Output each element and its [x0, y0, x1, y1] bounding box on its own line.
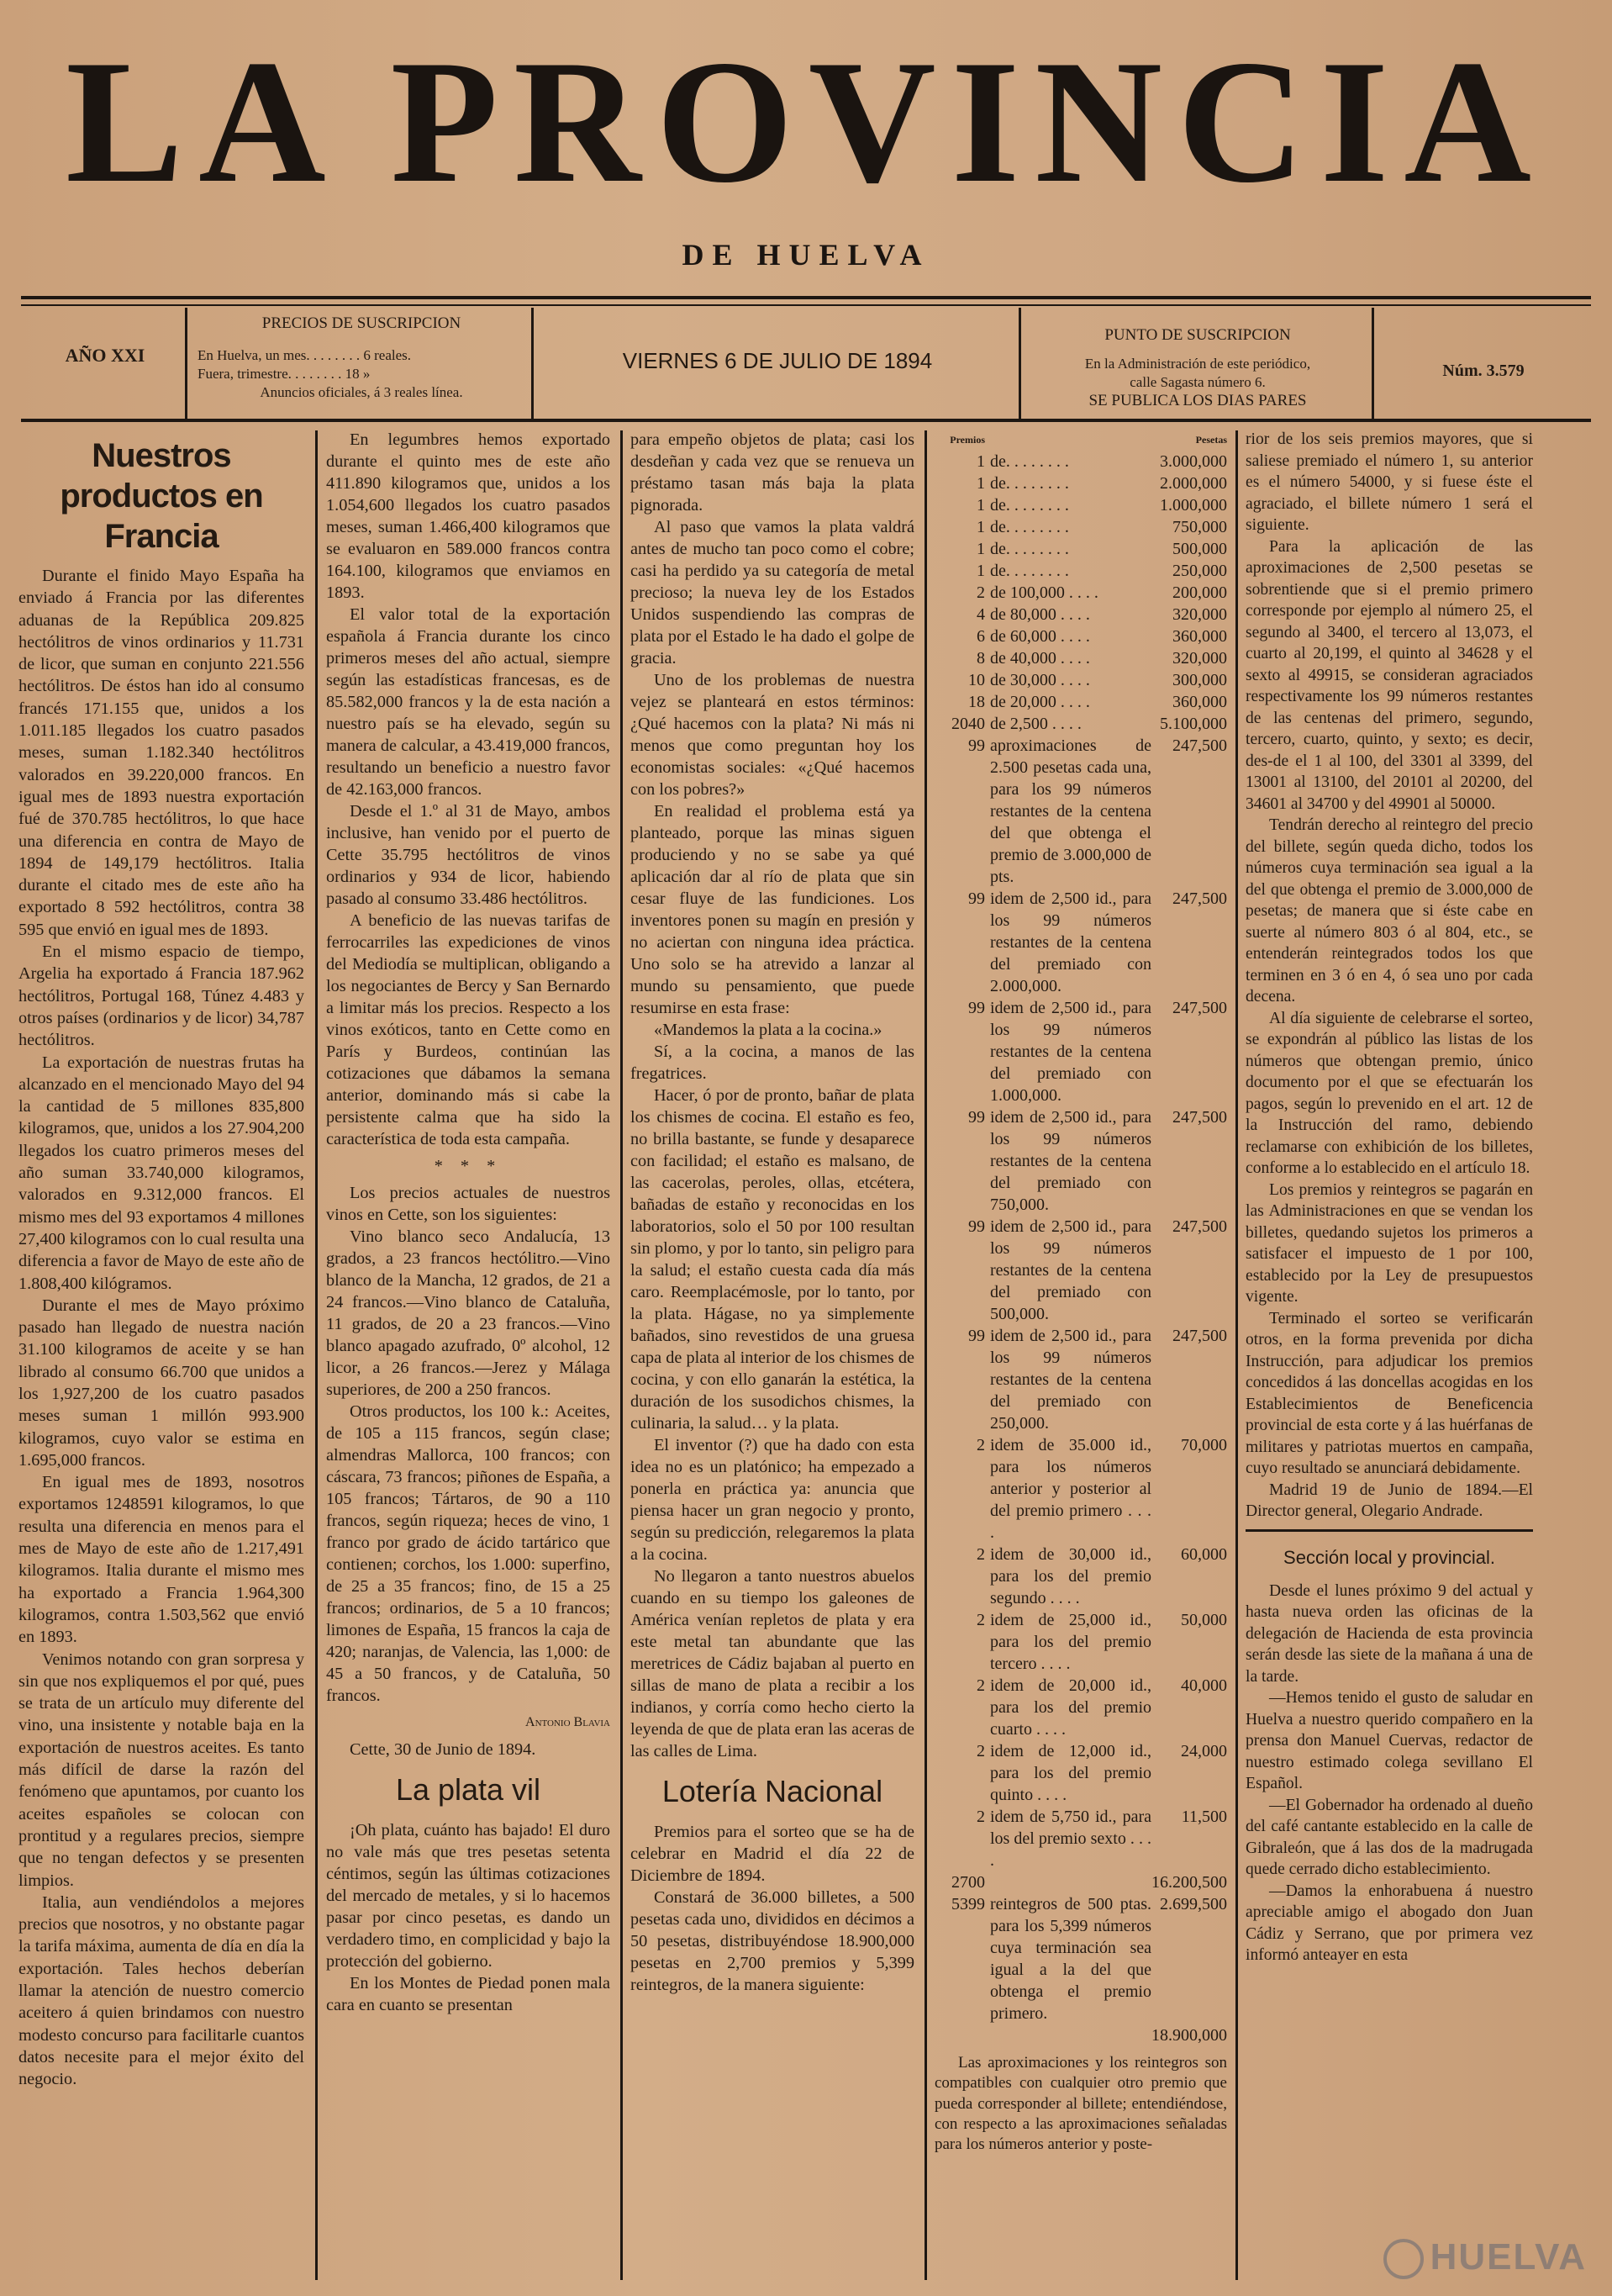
- section-separator: * * *: [434, 1157, 503, 1175]
- prize-description: de. . . . . . . .: [990, 452, 1069, 471]
- paragraph: Para la aplicación de las aproximaciones de 2,500 pesetas se sobrentiende que si el premio primero corresponde por ejemplo al número 25, el segundo al 3400, el tercero al 13,073, el cuarto al 20,199, el quinto al 34628 y el sexto al 49915, se consideran agraciados respectivamente los 99 números restantes de las centenas del primero, segundo, tercero, cuarto, quinto, y sexto; es decir, des-de el 1 al 100, del 3301 al 3399, del 13001 al 13100, del 20101 al 20200, del 34601 al 34700 y del 49901 al 50000.: [1246, 537, 1533, 813]
- prize-description: de 30,000 . . . .: [990, 671, 1090, 689]
- prize-amount: 60,000: [1181, 1545, 1227, 1564]
- prize-count: 2: [977, 1676, 985, 1695]
- table-row: [935, 691, 1227, 713]
- table-row: [935, 647, 1227, 669]
- prize-amount: 250,000: [1172, 562, 1227, 580]
- prize-description: de. . . . . . . .: [990, 540, 1069, 558]
- header-divider: [185, 308, 187, 419]
- subscription-line: En Huelva, un mes. . . . . . . . 6 reales.: [198, 347, 411, 363]
- table-row: [935, 1106, 1227, 1216]
- prize-description: idem de 30,000 id., para los del premio segundo . . . .: [990, 1545, 1151, 1607]
- prize-description: aproximaciones de 2.500 pesetas cada una, para los 99 números restantes de la centena del que obtenga el premio de 3.000,000 de pts.: [990, 736, 1151, 886]
- table-row: [935, 669, 1227, 691]
- prize-count: 1: [977, 452, 985, 471]
- prize-amount: 320,000: [1172, 605, 1227, 624]
- table-row: [935, 582, 1227, 604]
- table-row: [935, 538, 1227, 560]
- paragraph: Tendrán derecho al reintegro del precio del billete, según queda dicho, todos los números cuya terminación sea igual a la del que obtenga el premio de 3.000,000 de pesetas; de manera que si éste cabe en suerte al número 803 ó al 804, etc., se entenderán reintegrados todos los que terminen en 3 ó en 4, ó sea uno por cada decena.: [1246, 816, 1533, 1005]
- prize-count: 2: [977, 1808, 985, 1826]
- paragraph: Terminado el sorteo se verificarán otros, en la forma prevenida por dicha Instrucción, para adjudicar los premios concedidos á las doncellas acogidas en los Establecimientos de Beneficencia provincial de esta corte y á las huérfanas de militares y patriotas muertos en campaña, cuyo resultado se anunciará debidamente.: [1246, 1309, 1533, 1477]
- issue-number: Núm. 3.579: [1442, 362, 1525, 380]
- prize-amount: 200,000: [1172, 583, 1227, 602]
- year-box: [34, 308, 176, 419]
- table-row: [935, 1675, 1227, 1740]
- prize-description: idem de 35.000 id., para los números anterior y posterior al del premio primero . . . .: [990, 1436, 1151, 1542]
- paragraph: El valor total de la exportación española á Francia durante los cinco primeros meses del año actual, siempre según las estadísticas francesas, es de 85.582,000 francos y la de esta nación a nuestro país se ha elevado, según su manera de calcular, a 43.419,000 francos, resultando un beneficio a nuestro favor de 42.163,000 francos.: [326, 605, 610, 799]
- paragraph: Uno de los problemas de nuestra vejez se planteará en estos términos: ¿Qué hacemos con la plata? Ni más ni menos que como preguntan hoy los economistas sociales: «¿Qué hacemos con los pobres?»: [630, 671, 914, 799]
- prize-amount: 247,500: [1172, 1217, 1227, 1236]
- paragraph: Al día siguiente de celebrarse el sorteo, se expondrán al público las listas de los números que obtengan premio, único documento por el que se efectuarán los pagos, según lo prevenido en el art. 12 de la Instrucción del ramo, debiendo reclamarse con exhibición de los billetes, conforme a lo establecido en el artículo 18.: [1246, 1009, 1533, 1177]
- prize-description: idem de 20,000 id., para los del premio cuarto . . . .: [990, 1676, 1151, 1739]
- prize-description: de 20,000 . . . .: [990, 693, 1090, 711]
- prize-amount: 1.000,000: [1160, 496, 1227, 515]
- table-row: [935, 1216, 1227, 1325]
- paragraph: Los premios y reintegros se pagarán en las Administraciones en que se vendan los billetes, quedando sujetos los primeros a satisfacer el impuesto de 1 por 100, establecido por la Ley de presupuestos vigente.: [1246, 1180, 1533, 1306]
- paragraph: En realidad el problema está ya planteado, porque las minas siguen produciendo y no se sabe ya qué aplicación dar al río de plata que sin cesar fluye de las fundiciones. Los inventores ponen su magín en presión y no aciertan con ninguna idea práctica. Uno solo se ha atrevido a lanzar al mundo su pensamiento, que puede resumirse en esta frase:: [630, 802, 914, 1017]
- paragraph: En los Montes de Piedad ponen mala cara en cuanto se presentan: [326, 1974, 610, 2014]
- section-heading: Sección local y provincial.: [1283, 1546, 1495, 1568]
- prize-description: de 80,000 . . . .: [990, 605, 1090, 624]
- paragraph: Madrid 19 de Junio de 1894.—El Director general, Olegario Andrade.: [1246, 1481, 1533, 1520]
- column-header: Pesetas: [1195, 434, 1227, 446]
- prize-description: idem de 2,500 id., para los 99 números restantes de la centena del premiado con 250,000.: [990, 1327, 1151, 1433]
- watermark-text: HUELVA: [1430, 2235, 1587, 2278]
- paragraph: En igual mes de 1893, nosotros exportamos 1248591 kilogramos, lo que resulta una diferencia en menos para el mes de Mayo de este año de 1.217,491 kilogramos. Italia durante el mismo mes ha exportado a Francia 1.964,300 kilogramos, contra 1.503,562 que envió en 1893.: [18, 1473, 304, 1647]
- prize-count: 1: [977, 474, 985, 493]
- prize-amount: 70,000: [1181, 1436, 1227, 1454]
- table-row: [935, 1893, 1227, 2024]
- prize-amount: 247,500: [1172, 1327, 1227, 1345]
- prize-description: idem de 2,500 id., para los 99 números restantes de la centena del premiado con 500,000.: [990, 1217, 1151, 1323]
- paragraph: El inventor (?) que ha dado con esta idea no es un platónico; ha empezado a ponerla en práctica ya: anuncia que piensa hacer un gran negocio y pronto, según su predicción, relegaremos la plata a la cocina.: [630, 1436, 914, 1564]
- prize-count: 99: [968, 1108, 985, 1127]
- table-row: [935, 516, 1227, 538]
- paragraph: Desde el 1.º al 31 de Mayo, ambos inclusive, han venido por el puerto de Cette 35.795 hectólitros de vinos ordinarios y 934 de licor, habiendo pasado al consumo 33.486 hectólitros.: [326, 802, 610, 908]
- paragraph: Los precios actuales de nuestros vinos en Cette, son los siguientes:: [326, 1184, 610, 1224]
- prize-description: de. . . . . . . .: [990, 562, 1069, 580]
- column-header: Premios: [950, 434, 985, 446]
- prize-count: 99: [968, 999, 985, 1017]
- paragraph: Hacer, ó por de pronto, bañar de plata los chismes de cocina. El estaño es feo, no brilla bastante, se funde y desaparece con facilidad; el estaño es malsano, de las cacerolas, peroles, ollas, etcétera, bañadas de estaño y reconocidas en los laboratorios, solo el 50 por 100 resultan sin plomo, y por lo tanto, sin peligro para la salud; el estaño cuesta cada día más caro. Reemplacémosle, por lo tanto, por la plata. Hágase, no ya simplemente bañados, sino revestidos de una gruesa capa de plata al interior de los chismes de cocina, y con ello ganarán la estética, la duración de los susodichos chismes, la culinaria, la salud… y la plata.: [630, 1086, 914, 1433]
- prize-description: de. . . . . . . .: [990, 518, 1069, 536]
- header-divider: [1372, 308, 1374, 419]
- prize-count: 8: [977, 649, 985, 668]
- prize-amount: 2.000,000: [1160, 474, 1227, 493]
- prize-count: 99: [968, 736, 985, 755]
- table-row: [935, 713, 1227, 735]
- prize-count: 2: [977, 583, 985, 602]
- prize-count: 99: [968, 889, 985, 908]
- prize-count: 2040: [951, 715, 985, 733]
- prize-amount: 3.000,000: [1160, 452, 1227, 471]
- prize-count: 1: [977, 562, 985, 580]
- paragraph: para empeño objetos de plata; casi los desdeñan y cada vez que se renueva un préstamo tasan más baja la plata pignorada.: [630, 430, 914, 515]
- date-box: [542, 308, 1013, 419]
- paragraph: rior de los seis premios mayores, que si saliese premiado el número 1, su anterior es el número 54000, y si fuese éste el agraciado, el billete número 1 será el siguiente.: [1246, 430, 1533, 534]
- paragraph: —El Gobernador ha ordenado al dueño del café cantante establecido en la calle de Gibraleón, que á las dos de la madrugada quede cerrado dicho establecimiento.: [1246, 1796, 1533, 1878]
- prize-amount: 360,000: [1172, 693, 1227, 711]
- section-rule: [1246, 1529, 1533, 1532]
- prize-amount: 247,500: [1172, 736, 1227, 755]
- column-1: [18, 429, 304, 2090]
- article-heading: La plata vil: [395, 1772, 541, 1807]
- prize-amount: 320,000: [1172, 649, 1227, 668]
- paragraph: —Damos la enhorabuena á nuestro apreciable amigo el abogado don Juan Cádiz y Serrano, que por primera vez informó anteayer en esta: [1246, 1882, 1533, 1964]
- paragraph: Al paso que vamos la plata valdrá antes de mucho tan poco como el cobre; casi ha perdido ya su categoría de metal precioso; la nueva ley de los Estados Unidos suspendiendo las compras de plata por el Estado le ha dado el golpe de gracia.: [630, 518, 914, 668]
- subscription-line: Anuncios oficiales, á 3 reales línea.: [260, 384, 463, 400]
- subscription-point-box: [1030, 308, 1366, 419]
- table-row: [935, 2024, 1227, 2046]
- column-rule: [620, 430, 623, 2280]
- prize-description: idem de 25,000 id., para los del premio tercero . . . .: [990, 1611, 1151, 1673]
- prize-count: 1: [977, 540, 985, 558]
- prize-description: de 40,000 . . . .: [990, 649, 1090, 668]
- header-divider: [531, 308, 534, 419]
- prize-amount: 247,500: [1172, 1108, 1227, 1127]
- paragraph: A beneficio de las nuevas tarifas de ferrocarriles las expediciones de vinos del Mediodía se multiplican, obligando a los negociantes de Bercy y San Bernardo a limitar más los precios. Respecto a los vinos exóticos, tanto en Cette como en París y Burdeos, continúan las cotizaciones que dábamos la semana anterior, dominando más si cabe la persistente calma que ha sido la característica de toda esta campaña.: [326, 911, 610, 1148]
- prize-description: idem de 12,000 id., para los del premio quinto . . . .: [990, 1742, 1151, 1804]
- prize-count: 1: [977, 496, 985, 515]
- point-line: calle Sagasta número 6.: [1130, 374, 1266, 390]
- table-row: [935, 1609, 1227, 1675]
- table-row: [935, 1434, 1227, 1544]
- point-title: PUNTO DE SUSCRIPCION: [1104, 326, 1291, 344]
- prize-amount: 500,000: [1172, 540, 1227, 558]
- prize-description: reintegros de 500 ptas. para los 5,399 números cuya terminación sea igual a la del que obtenga el premio primero.: [990, 1895, 1151, 2023]
- table-row: [935, 625, 1227, 647]
- prize-count: 5399: [951, 1895, 985, 1913]
- author-signature: Antonio Blavia: [525, 1715, 610, 1729]
- subscription-line: Fuera, trimestre. . . . . . . . 18 »: [198, 366, 371, 382]
- prize-count: 2: [977, 1436, 985, 1454]
- masthead-title: LA PROVINCIA: [66, 24, 1546, 219]
- article-heading: Lotería Nacional: [661, 1774, 883, 1808]
- header-rule-bottom: [21, 419, 1591, 422]
- prize-count: 10: [968, 671, 985, 689]
- prize-count: 2: [977, 1545, 985, 1564]
- prize-amount: 50,000: [1181, 1611, 1227, 1629]
- prize-amount: 24,000: [1181, 1742, 1227, 1760]
- table-row: [935, 560, 1227, 582]
- prize-description: idem de 2,500 id., para los 99 números restantes de la centena del premiado con 750,000.: [990, 1108, 1151, 1214]
- header-rule-top-thin: [21, 304, 1591, 306]
- column-5: [1246, 429, 1533, 1966]
- header-rule-top: [21, 296, 1591, 299]
- prize-count: 99: [968, 1217, 985, 1236]
- paragraph: Desde el lunes próximo 9 del actual y hasta nueva orden las oficinas de la delegación de Hacienda de esta provincia serán desde las siete de la mañana á una de la tarde.: [1246, 1581, 1533, 1686]
- table-row: [935, 1544, 1227, 1609]
- watermark-logo-icon: [1383, 2239, 1424, 2279]
- table-row: [935, 472, 1227, 494]
- header-divider: [1019, 308, 1021, 419]
- prize-amount: 16.200,500: [1151, 1873, 1227, 1892]
- prize-amount: 5.100,000: [1160, 715, 1227, 733]
- paragraph: Italia, aun vendiéndolos a mejores precios que nosotros, y no obstante pagar la tarifa máxima, aumenta de día en día la exportación. Tales hechos deberían llamar la atención de nuestro comercio aceitero á quien brindamos con nuestro modesto concurso para facilitarle cuantos datos necesite para el mejor éxito del negocio.: [18, 1892, 304, 2089]
- prize-description: de. . . . . . . .: [990, 474, 1069, 493]
- paragraph: ¡Oh plata, cuánto has bajado! El duro no vale más que tres pesetas setenta céntimos, según las últimas cotizaciones del mercado de metales, y si lo hacemos pasar por cinco pesetas, es dando un verdadero timo, en complicidad y bajo la protección del gobierno.: [326, 1821, 610, 1971]
- prize-description: de. . . . . . . .: [990, 496, 1069, 515]
- prize-table: [935, 429, 1227, 2046]
- archive-watermark: [1383, 2236, 1587, 2279]
- paragraph: La exportación de nuestras frutas ha alcanzado en el mencionado Mayo del 94 la cantidad de 5 millones 835,800 kilogramos, que, unidos a los 27.904,200 llegados los cuatro primeros meses del año suman 33.740,000 kilogramos, valorados en 9.312,000 francos. El mismo mes del 93 exportamos 4 millones 27,400 kilogramos con lo cual resulta una diferencia a favor de Mayo de este año de 1.808,400 kilógramos.: [18, 1053, 304, 1293]
- table-row: [935, 1871, 1227, 1893]
- prize-amount: 247,500: [1172, 999, 1227, 1017]
- prize-count: 4: [977, 605, 985, 624]
- paragraph: Otros productos, los 100 k.: Aceites, de 105 a 115 francos, según clase; almendras Mallorca, 100 francos; con cáscara, 73 francos; piñones de España, a 105 francos; Tártaros, de 90 a 110 francos, según riqueza; heces de vino, 1 franco por grado de ácido tartárico que contienen; corchos, los 1.000: superfino, de 25 a 35 francos; fino, de 15 a 25 francos; ordinarios, de 5 a 10 francos; limones de España, 15 francos la caja de 420; naranjas, de Valencia, las 1,000: de 45 a 50 francos, y de Cataluña, 50 francos.: [326, 1402, 610, 1705]
- column-rule: [1235, 430, 1238, 2280]
- table-row: [935, 1325, 1227, 1434]
- prize-description: de 2,500 . . . .: [990, 715, 1082, 733]
- paragraph: No llegaron a tanto nuestros abuelos cuando en su tiempo los galeones de América venían repletos de plata y era este metal tan abundante que las meretrices de Cádiz bajaban al puerto en sillas de mano de plata a recibir a los indianos, y corría como hecho cierto la leyenda de que de plata eran las aceras de las calles de Lima.: [630, 1567, 914, 1760]
- paragraph: «Mandemos la plata a la cocina.»: [654, 1021, 882, 1039]
- prize-description: de 100,000 . . . .: [990, 583, 1098, 602]
- paragraph: Durante el finido Mayo España ha enviado á Francia por las diferentes aduanas de la República 209.825 hectólitros de vinos ordinarios y 11.731 de licor, que suman en conjunto 221.556 hectólitros. De éstos han ido al consumo francés 171.155 que, unidos a los 1.011.185 llegados los cuatro pasados meses, suman 1.182.340 hectólitros valorados en 39.220,000 francos. En igual mes de 1893 nuestra exportación fué de 370.785 hectólitros, lo que hace una diferencia en contra de Mayo de 1894 de 149,179 hectólitros. Italia durante el citado mes de este año ha exportado 8 592 hectólitros, contra 38 595 que envió en igual mes de 1893.: [18, 567, 304, 939]
- table-row: [935, 604, 1227, 625]
- column-rule: [315, 430, 318, 2280]
- publication-days: SE PUBLICA LOS DIAS PARES: [1088, 392, 1307, 409]
- column-2: [326, 429, 610, 2016]
- prize-amount: 2.699,500: [1160, 1895, 1227, 1913]
- table-row: [935, 735, 1227, 888]
- prize-count: 2: [977, 1611, 985, 1629]
- paragraph: Constará de 36.000 billetes, a 500 pesetas cada uno, divididos en décimos a 50 pesetas, distribuyéndose 18.900,000 pesetas en 2,700 premios y 5,399 reintegros, de la manera siguiente:: [630, 1888, 914, 1994]
- paragraph: Sí, a la cocina, a manos de las fregatrices.: [630, 1042, 914, 1083]
- paragraph: Vino blanco seco Andalucía, 13 grados, a 23 francos hectólitro.—Vino blanco de la Mancha, 12 grados, de 21 a 24 francos.—Vino blanco de Cataluña, 11 grados, de 20 a 23 francos.—Vino blanco apagado azufrado, 0º alcohol, 12 licor, a 26 francos.—Jerez y Málaga superiores, de 200 a 250 francos.: [326, 1227, 610, 1399]
- grand-total: 18.900,000: [1151, 2026, 1227, 2045]
- dateline: Cette, 30 de Junio de 1894.: [350, 1740, 536, 1759]
- prize-count: 2700: [951, 1873, 985, 1892]
- paragraph: Las aproximaciones y los reintegros son compatibles con cualquier otro premio que pueda corresponder al billete; entendiéndose, con respecto a las aproximaciones señaladas para los números anterior y poste-: [935, 2054, 1227, 2154]
- point-line: En la Administración de este periódico,: [1084, 356, 1311, 372]
- prize-amount: 247,500: [1172, 889, 1227, 908]
- prize-amount: 300,000: [1172, 671, 1227, 689]
- year-label: AÑO XXI: [65, 345, 145, 366]
- subscription-title: PRECIOS DE SUSCRIPCION: [261, 314, 461, 332]
- prize-description: de 60,000 . . . .: [990, 627, 1090, 646]
- prize-amount: 750,000: [1172, 518, 1227, 536]
- number-box: [1383, 308, 1584, 419]
- paragraph: Durante el mes de Mayo próximo pasado han llegado de nuestra nación 31.100 kilogramos de aceite y se han librado al consumo 66.700 que unidos a los 1,927,200 de los cuatro pasados meses suman 1 millón 993.900 kilogramos, cuyo valor se estima en 1.695,000 francos.: [18, 1296, 304, 1470]
- table-row: [935, 494, 1227, 516]
- prize-amount: 40,000: [1181, 1676, 1227, 1695]
- prize-count: 18: [968, 693, 985, 711]
- paragraph: Venimos notando con gran sorpresa y sin que nos expliquemos el por qué, pues se trata de un artículo muy diferente del vino, una insistente y notable baja en la exportación de nuestros aceites. Es tanto más difícil de darse la razón del fenómeno que apuntamos, por cuanto los aceites españoles se colocan con prontitud y a regulares precios, siempre que no tengan defectos y se presenten limpios.: [18, 1649, 304, 1890]
- column-rule: [925, 430, 927, 2280]
- prize-amount: 11,500: [1181, 1808, 1227, 1826]
- prize-description: idem de 2,500 id., para los 99 números restantes de la centena del premiado con 2.000,000.: [990, 889, 1151, 995]
- prize-description: idem de 2,500 id., para los 99 números restantes de la centena del premiado con 1.000,000.: [990, 999, 1151, 1105]
- subscription-box: [198, 308, 525, 419]
- prize-amount: 360,000: [1172, 627, 1227, 646]
- paragraph: —Hemos tenido el gusto de saludar en Huelva a nuestro querido compañero en la prensa don Manuel Cuervas, redactor de nuestro estimado colega sevillano El Español.: [1246, 1689, 1533, 1792]
- table-row: [935, 1740, 1227, 1806]
- masthead-subtitle: DE HUELVA: [682, 238, 930, 272]
- table-row: [935, 1806, 1227, 1871]
- column-3: [630, 429, 914, 1996]
- table-header: [935, 429, 1227, 451]
- article-heading: Nuestros productos en Francia: [60, 437, 263, 555]
- prize-count: 6: [977, 627, 985, 646]
- issue-date: VIERNES 6 DE JULIO DE 1894: [622, 348, 933, 373]
- table-row: [935, 451, 1227, 472]
- prize-count: 99: [968, 1327, 985, 1345]
- column-4: [935, 429, 1227, 2155]
- prize-count: 2: [977, 1742, 985, 1760]
- paragraph: En legumbres hemos exportado durante el quinto mes de este año 411.890 kilogramos que, unidos a los 1.054,600 llegados los cuatro pasados meses, suman 1.466,400 kilogramos que se evaluaron en 589.000 francos contra 164.100, kilogramos que enviamos en 1893.: [326, 430, 610, 602]
- prize-count: 1: [977, 518, 985, 536]
- table-row: [935, 888, 1227, 997]
- table-row: [935, 997, 1227, 1106]
- prize-description: idem de 5,750 id., para los del premio sexto . . . .: [990, 1808, 1151, 1870]
- paragraph: En el mismo espacio de tiempo, Argelia ha exportado á Francia 187.962 hectólitros, Portugal 168, Túnez 4.483 y otros países (ordinarios y de licor) 34,787 hectólitros.: [18, 942, 304, 1050]
- paragraph: Premios para el sorteo que se ha de celebrar en Madrid el día 22 de Diciembre de 1894.: [630, 1823, 914, 1885]
